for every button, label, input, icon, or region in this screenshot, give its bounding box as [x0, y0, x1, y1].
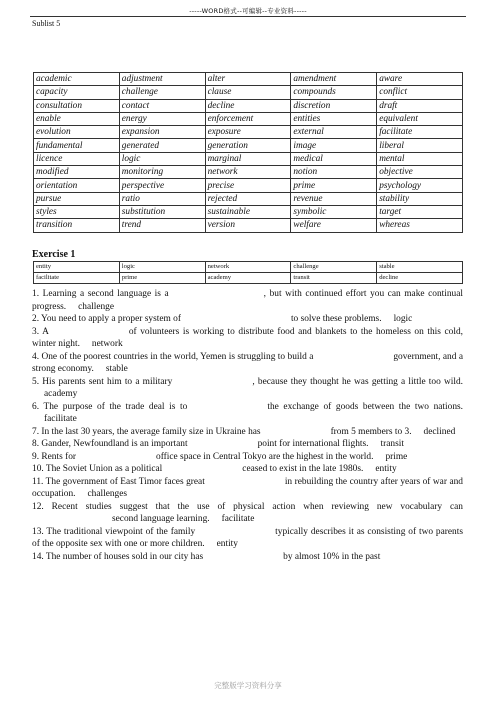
word-cell: welfare — [291, 219, 377, 232]
word-cell: image — [291, 139, 377, 152]
word-row — [34, 86, 463, 99]
word-row — [34, 112, 463, 125]
sentence-text-after: of volunteers is working to distribute food and blankets to the homeless on this cold, winter night. — [32, 326, 463, 349]
sentence-text-before: 8. Gander, Newfoundland is an important — [32, 439, 188, 449]
sentence-text-before: 1. Learning a second language is a — [32, 289, 169, 299]
sentence-text-after: the exchange of goods between the two nations. — [267, 401, 463, 412]
sentence-text-before: 9. Rents for — [32, 451, 77, 462]
word-bank-cell: network — [205, 262, 291, 273]
word-cell: contact — [119, 99, 205, 112]
exercise-sentence — [32, 438, 463, 451]
sentence-text-after: office space in Central Tokyo are the highest in the world. — [156, 451, 374, 462]
sentence-text-before: 7. In the last 30 years, the average family size in Ukraine has — [32, 426, 261, 437]
sentence-text-before: 14. The number of houses sold in our city has — [32, 551, 204, 562]
word-cell: enforcement — [205, 112, 291, 125]
exercise-sentence — [32, 476, 463, 501]
exercise-sentence — [32, 376, 463, 401]
word-cell: target — [377, 205, 463, 218]
word-cell: psychology — [377, 179, 463, 192]
exercise-sentence — [32, 526, 463, 551]
word-cell: equivalent — [377, 112, 463, 125]
word-bank-cell: entity — [34, 262, 120, 273]
answer-key: prime — [385, 451, 408, 462]
sentence-text-after: government, and a strong economy. — [32, 351, 463, 374]
document-header: -----WORD格式--可编辑--专业资料----- — [189, 7, 307, 15]
word-cell: revenue — [291, 192, 377, 205]
word-row — [34, 192, 463, 205]
sentence-text-after: by almost 10% in the past — [283, 551, 381, 562]
word-cell: capacity — [34, 86, 120, 99]
word-cell: decline — [205, 99, 291, 112]
word-row — [34, 73, 463, 86]
word-cell: adjustment — [119, 73, 205, 86]
word-cell: marginal — [205, 152, 291, 165]
word-list-table — [33, 72, 463, 233]
exercise-sentence — [32, 551, 463, 564]
word-cell: styles — [34, 205, 120, 218]
word-cell: draft — [377, 99, 463, 112]
word-cell: compounds — [291, 86, 377, 99]
sentence-text-before: 11. The government of East Timor faces great — [32, 476, 205, 487]
word-cell: logic — [119, 152, 205, 165]
answer-key: challenge — [78, 301, 115, 312]
word-cell: alter — [205, 73, 291, 86]
exercise-sentence — [32, 313, 463, 326]
sentence-text-after: in rebuilding the country after years of war and occupation. — [32, 476, 463, 499]
exercise-sentence — [32, 426, 463, 439]
word-cell: generation — [205, 139, 291, 152]
word-cell: conflict — [377, 86, 463, 99]
word-cell: evolution — [34, 126, 120, 139]
word-row — [34, 219, 463, 232]
word-cell: network — [205, 166, 291, 179]
word-cell: stability — [377, 192, 463, 205]
word-cell: monitoring — [119, 166, 205, 179]
word-bank-cell: decline — [377, 273, 463, 284]
word-bank-cell: challenge — [291, 262, 377, 273]
word-row — [34, 126, 463, 139]
word-row — [34, 99, 463, 112]
sentence-text-after: point for international flights. — [257, 439, 369, 449]
answer-key: facilitate — [44, 414, 77, 424]
sentence-text-before: 13. The traditional viewpoint of the family — [32, 526, 196, 537]
word-bank-row — [34, 273, 463, 284]
word-cell: enable — [34, 112, 120, 125]
word-row — [34, 166, 463, 179]
answer-key: facilitate — [221, 514, 255, 524]
word-cell: aware — [377, 73, 463, 86]
word-cell: medical — [291, 152, 377, 165]
word-cell: expansion — [119, 126, 205, 139]
word-cell: sustainable — [205, 205, 291, 218]
word-cell: objective — [377, 166, 463, 179]
word-row — [34, 152, 463, 165]
sentence-text-after: , because they thought he was getting a little too wild. — [252, 376, 463, 387]
word-cell: clause — [205, 86, 291, 99]
exercise-sentence — [32, 326, 463, 351]
word-cell: academic — [34, 73, 120, 86]
word-cell: consultation — [34, 99, 120, 112]
answer-key: entity — [216, 539, 238, 549]
word-cell: symbolic — [291, 205, 377, 218]
word-bank-row — [34, 262, 463, 273]
word-cell: perspective — [119, 179, 205, 192]
answer-key: network — [91, 339, 123, 349]
word-row — [34, 179, 463, 192]
header-divider — [30, 16, 466, 17]
word-row — [34, 205, 463, 218]
answer-key: academy — [44, 389, 78, 399]
word-cell: ratio — [119, 192, 205, 205]
sentence-text-after: from 5 members to 3. — [330, 426, 412, 437]
sentence-text-before: 5. His parents sent him to a military — [32, 376, 173, 387]
word-cell: external — [291, 126, 377, 139]
word-cell: prime — [291, 179, 377, 192]
word-bank-cell: academy — [205, 273, 291, 284]
word-cell: notion — [291, 166, 377, 179]
sentence-text-before: 4. One of the poorest countries in the world, Yemen is struggling to build a — [32, 351, 314, 362]
exercise-sentence — [32, 351, 463, 376]
sentence-text-after: , but with continued effort you can make continual progress. — [32, 289, 463, 312]
word-bank-cell: stable — [377, 262, 463, 273]
exercise-sentences — [32, 288, 463, 563]
word-cell: discretion — [291, 99, 377, 112]
exercise-sentence — [32, 401, 463, 426]
exercise-title: Exercise 1 — [32, 249, 76, 260]
word-cell: precise — [205, 179, 291, 192]
sentence-text-before: 12. Recent studies suggest that the use of physical action when reviewing new vocabulary can — [32, 501, 463, 512]
word-cell: amendment — [291, 73, 377, 86]
word-cell: mental — [377, 152, 463, 165]
sentence-text-after: ceased to exist in the late 1980s. — [242, 464, 364, 474]
sentence-text-before: 10. The Soviet Union as a political — [32, 464, 163, 474]
answer-key: transit — [380, 439, 404, 449]
word-cell: fundamental — [34, 139, 120, 152]
word-cell: energy — [119, 112, 205, 125]
word-cell: generated — [119, 139, 205, 152]
answer-key: entity — [375, 464, 397, 474]
exercise-sentence — [32, 451, 463, 464]
word-cell: challenge — [119, 86, 205, 99]
sublist-title: Sublist 5 — [32, 19, 61, 28]
word-cell: licence — [34, 152, 120, 165]
word-cell: whereas — [377, 219, 463, 232]
sentence-text-after: typically describes it as consisting of two parents of the opposite sex with one or more children. — [32, 526, 464, 549]
word-bank-cell: prime — [119, 273, 205, 284]
word-cell: entities — [291, 112, 377, 125]
sentence-text-before: 6. The purpose of the trade deal is to — [32, 401, 188, 412]
word-cell: version — [205, 219, 291, 232]
word-cell: facilitate — [377, 126, 463, 139]
word-cell: exposure — [205, 126, 291, 139]
word-cell: orientation — [34, 179, 120, 192]
answer-key: stable — [105, 364, 128, 374]
word-bank-cell: facilitate — [34, 273, 120, 284]
answer-key: declined — [423, 426, 456, 437]
sentence-text-after: second language learning. — [112, 514, 210, 524]
exercise-word-bank — [33, 261, 463, 284]
answer-key: logic — [393, 314, 413, 324]
exercise-sentence — [32, 288, 463, 313]
word-cell: substitution — [119, 205, 205, 218]
word-cell: transition — [34, 219, 120, 232]
word-bank-cell: transit — [291, 273, 377, 284]
sentence-text-after: to solve these problems. — [290, 314, 382, 324]
word-cell: pursue — [34, 192, 120, 205]
word-bank-cell: logic — [119, 262, 205, 273]
answer-key: challenges — [87, 489, 128, 499]
word-cell: rejected — [205, 192, 291, 205]
word-cell: modified — [34, 166, 120, 179]
word-row — [34, 139, 463, 152]
document-footer: 完整版学习资料分享 — [214, 681, 282, 690]
exercise-sentence — [32, 463, 463, 476]
sentence-text-before: 2. You need to apply a proper system of — [32, 314, 181, 324]
sentence-text-before: 3. A — [32, 326, 49, 337]
word-cell: liberal — [377, 139, 463, 152]
exercise-sentence — [32, 501, 463, 526]
word-cell: trend — [119, 219, 205, 232]
